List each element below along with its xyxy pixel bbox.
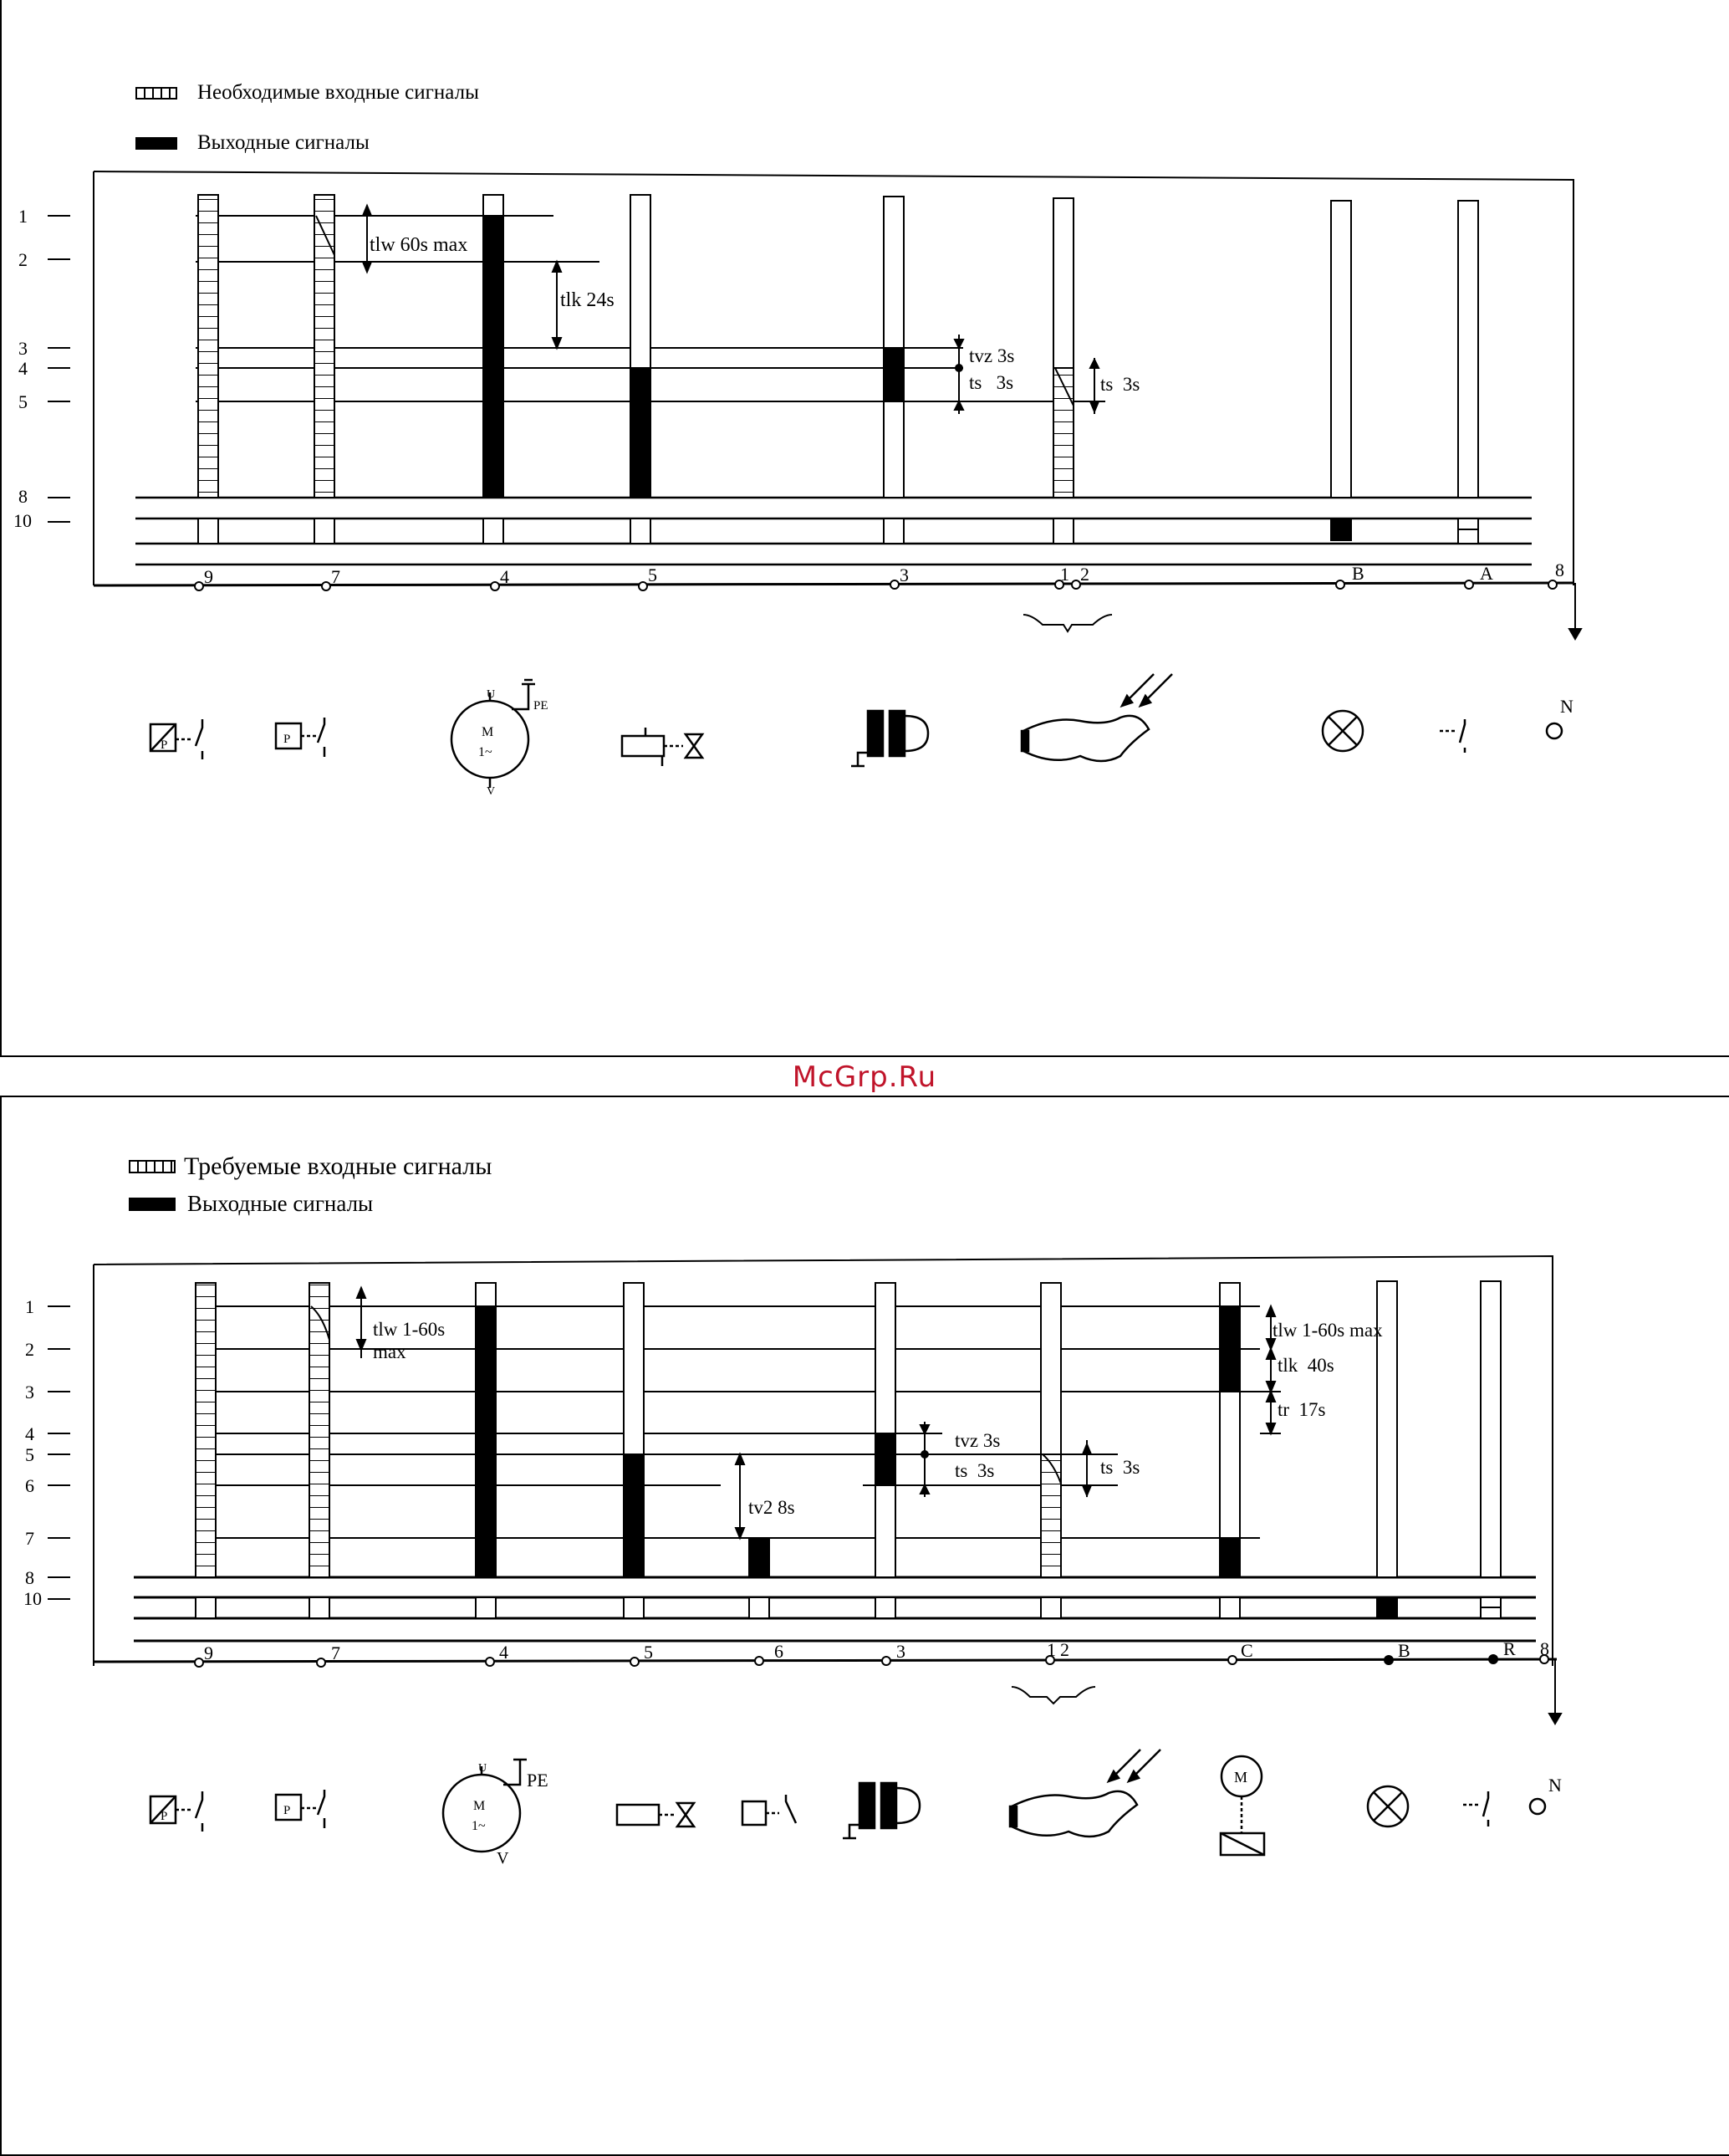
row2-label-1: 1 (25, 1296, 34, 1317)
column-7 (314, 195, 334, 498)
timing-ts-b: ts 3s (1100, 374, 1140, 395)
svg-text:P: P (161, 738, 168, 752)
timing2-tr: tr 17s (1278, 1399, 1326, 1420)
col-label-5: 5 (648, 565, 657, 585)
col2-label-R: R (1503, 1638, 1516, 1659)
timing2-tlw-c: tlw 1-60s max (1273, 1320, 1383, 1341)
pressure-switch-7-icon (276, 718, 324, 757)
column-7-terminal (314, 519, 334, 544)
reset-button-icon (1440, 719, 1465, 753)
row2-label-10: 10 (23, 1588, 42, 1609)
column-9 (198, 195, 218, 498)
flame-sensor-icon (1022, 674, 1172, 761)
col2-label-2: 2 (1060, 1639, 1069, 1660)
column-B (1331, 201, 1351, 498)
row2-label-5: 5 (25, 1444, 34, 1465)
col-label-1: 1 (1060, 564, 1069, 585)
symbol-row-bottom (150, 1750, 1562, 1867)
row-label-3: 3 (18, 338, 28, 359)
col2-label-3: 3 (896, 1641, 905, 1662)
col2-label-4: 4 (499, 1642, 508, 1663)
row-label-5: 5 (18, 391, 28, 412)
pressure-switch-9-icon (150, 719, 202, 759)
pressure-switch-7-icon-2 (276, 1790, 324, 1828)
timing-tlw: tlw 60s max (370, 234, 468, 256)
reset-button-icon-2 (1463, 1791, 1488, 1826)
svg-text:P: P (283, 1804, 291, 1817)
column2-R (1481, 1281, 1501, 1577)
thermostat-icon (742, 1795, 796, 1825)
svg-text:1~: 1~ (472, 1819, 486, 1833)
ignition-transformer-icon (851, 711, 928, 766)
solenoid-valve-icon-2 (617, 1803, 694, 1826)
col2-label-8: 8 (1540, 1638, 1549, 1659)
ignition-transformer-icon-2 (843, 1783, 920, 1838)
timing2-ts-b: ts 3s (1100, 1457, 1140, 1478)
column-4-terminal (483, 519, 503, 544)
col-label-A: A (1480, 563, 1493, 584)
col2-label-1: 1 (1047, 1639, 1056, 1660)
brace-12-b (1012, 1687, 1095, 1704)
column-12-input (1053, 368, 1074, 498)
timing-chart-bottom (2, 1097, 1729, 2154)
row2-label-3: 3 (25, 1382, 34, 1402)
row2-label-7: 7 (25, 1528, 34, 1549)
col2-label-9: 9 (204, 1643, 213, 1663)
svg-text:M: M (473, 1799, 486, 1813)
svg-text:PE: PE (527, 1770, 548, 1791)
lamp-icon (1323, 711, 1363, 751)
svg-text:P: P (283, 733, 291, 746)
col-label-9: 9 (204, 566, 213, 587)
pe-arrow (1569, 629, 1581, 639)
row-label-10: 10 (13, 510, 32, 531)
timing2-tv2: tv2 8s (748, 1497, 795, 1518)
column2-9 (196, 1283, 216, 1577)
lamp-icon-2 (1368, 1786, 1408, 1826)
col2-label-7: 7 (331, 1643, 340, 1663)
frame-bottom-2 (94, 1659, 1557, 1662)
motor-icon (451, 680, 548, 798)
row2-label-4: 4 (25, 1423, 34, 1444)
svg-text:N: N (1560, 696, 1573, 717)
brace-12 (1023, 615, 1112, 631)
motor-icon-2 (443, 1760, 548, 1867)
svg-text:M: M (1234, 1769, 1248, 1786)
column-4-output (483, 216, 503, 498)
legend-output-label-2: Выходные сигналы (187, 1191, 374, 1216)
column-9-terminal (198, 519, 218, 544)
timing2-tvz: tvz 3s (955, 1430, 1001, 1451)
svg-text:1~: 1~ (478, 745, 492, 759)
row-label-1: 1 (18, 206, 28, 227)
column2-3 (875, 1283, 895, 1577)
pressure-switch-9-icon-2 (150, 1791, 202, 1832)
column-5-terminal (630, 519, 650, 544)
timing-diagram-bottom (0, 1096, 1729, 2156)
col-label-7: 7 (331, 566, 340, 587)
svg-text:P: P (161, 1810, 168, 1823)
row2-label-2: 2 (25, 1339, 34, 1360)
timing-chart-top (2, 0, 1729, 1055)
column-B-output (1331, 519, 1351, 540)
svg-text:U: U (487, 688, 496, 701)
col2-label-C: C (1241, 1640, 1253, 1661)
col2-label-B: B (1398, 1640, 1410, 1661)
timing2-tlw: tlw 1-60s (373, 1319, 446, 1340)
flame-sensor-icon-2 (1010, 1750, 1160, 1837)
svg-text:V: V (497, 1849, 509, 1867)
row-label-2: 2 (18, 249, 28, 270)
row2-label-6: 6 (25, 1475, 34, 1496)
legend-input-label: Необходимые входные сигналы (197, 81, 479, 104)
solenoid-valve-icon (622, 728, 702, 766)
column-A (1458, 201, 1478, 498)
row2-label-8: 8 (25, 1567, 34, 1588)
neutral-terminal-icon-2 (1530, 1775, 1562, 1814)
watermark: McGrp.Ru (792, 1060, 937, 1094)
col-label-8: 8 (1555, 559, 1564, 580)
column-3-output (884, 348, 904, 401)
timing-tlk: tlk 24s (560, 289, 615, 311)
timing-tvz: tvz 3s (969, 345, 1015, 366)
damper-motor-icon (1221, 1756, 1264, 1855)
column-12-terminal (1053, 519, 1074, 544)
timing2-tlk: tlk 40s (1278, 1355, 1334, 1376)
column2-6 (749, 1538, 769, 1577)
col2-label-6: 6 (774, 1641, 783, 1662)
col-label-4: 4 (500, 566, 509, 587)
symbol-row-top (150, 674, 1573, 798)
svg-text:PE: PE (533, 699, 548, 713)
col-label-2: 2 (1080, 564, 1089, 585)
timing-diagram-top (0, 0, 1729, 1057)
col2-label-5: 5 (644, 1642, 653, 1663)
row-label-8: 8 (18, 486, 28, 507)
neutral-terminal-icon (1547, 696, 1573, 738)
col-label-3: 3 (900, 565, 909, 585)
column-3-terminal (884, 519, 904, 544)
timing2-ts-a: ts 3s (955, 1460, 995, 1481)
column2-7 (309, 1283, 329, 1577)
svg-text:N: N (1548, 1775, 1562, 1796)
legend-output-label: Выходные сигналы (197, 131, 370, 154)
timing2-tlw-max: max (373, 1341, 406, 1362)
svg-text:V: V (487, 785, 496, 798)
column-A-terminal (1458, 519, 1478, 544)
column-5-output (630, 368, 650, 498)
row-label-4: 4 (18, 358, 28, 379)
col-label-B: B (1352, 563, 1364, 584)
legend-input-label-2: Требуемые входные сигналы (184, 1152, 492, 1180)
svg-text:M: M (482, 725, 494, 739)
svg-text:U: U (478, 1762, 487, 1775)
timing-ts-a: ts 3s (969, 372, 1014, 393)
